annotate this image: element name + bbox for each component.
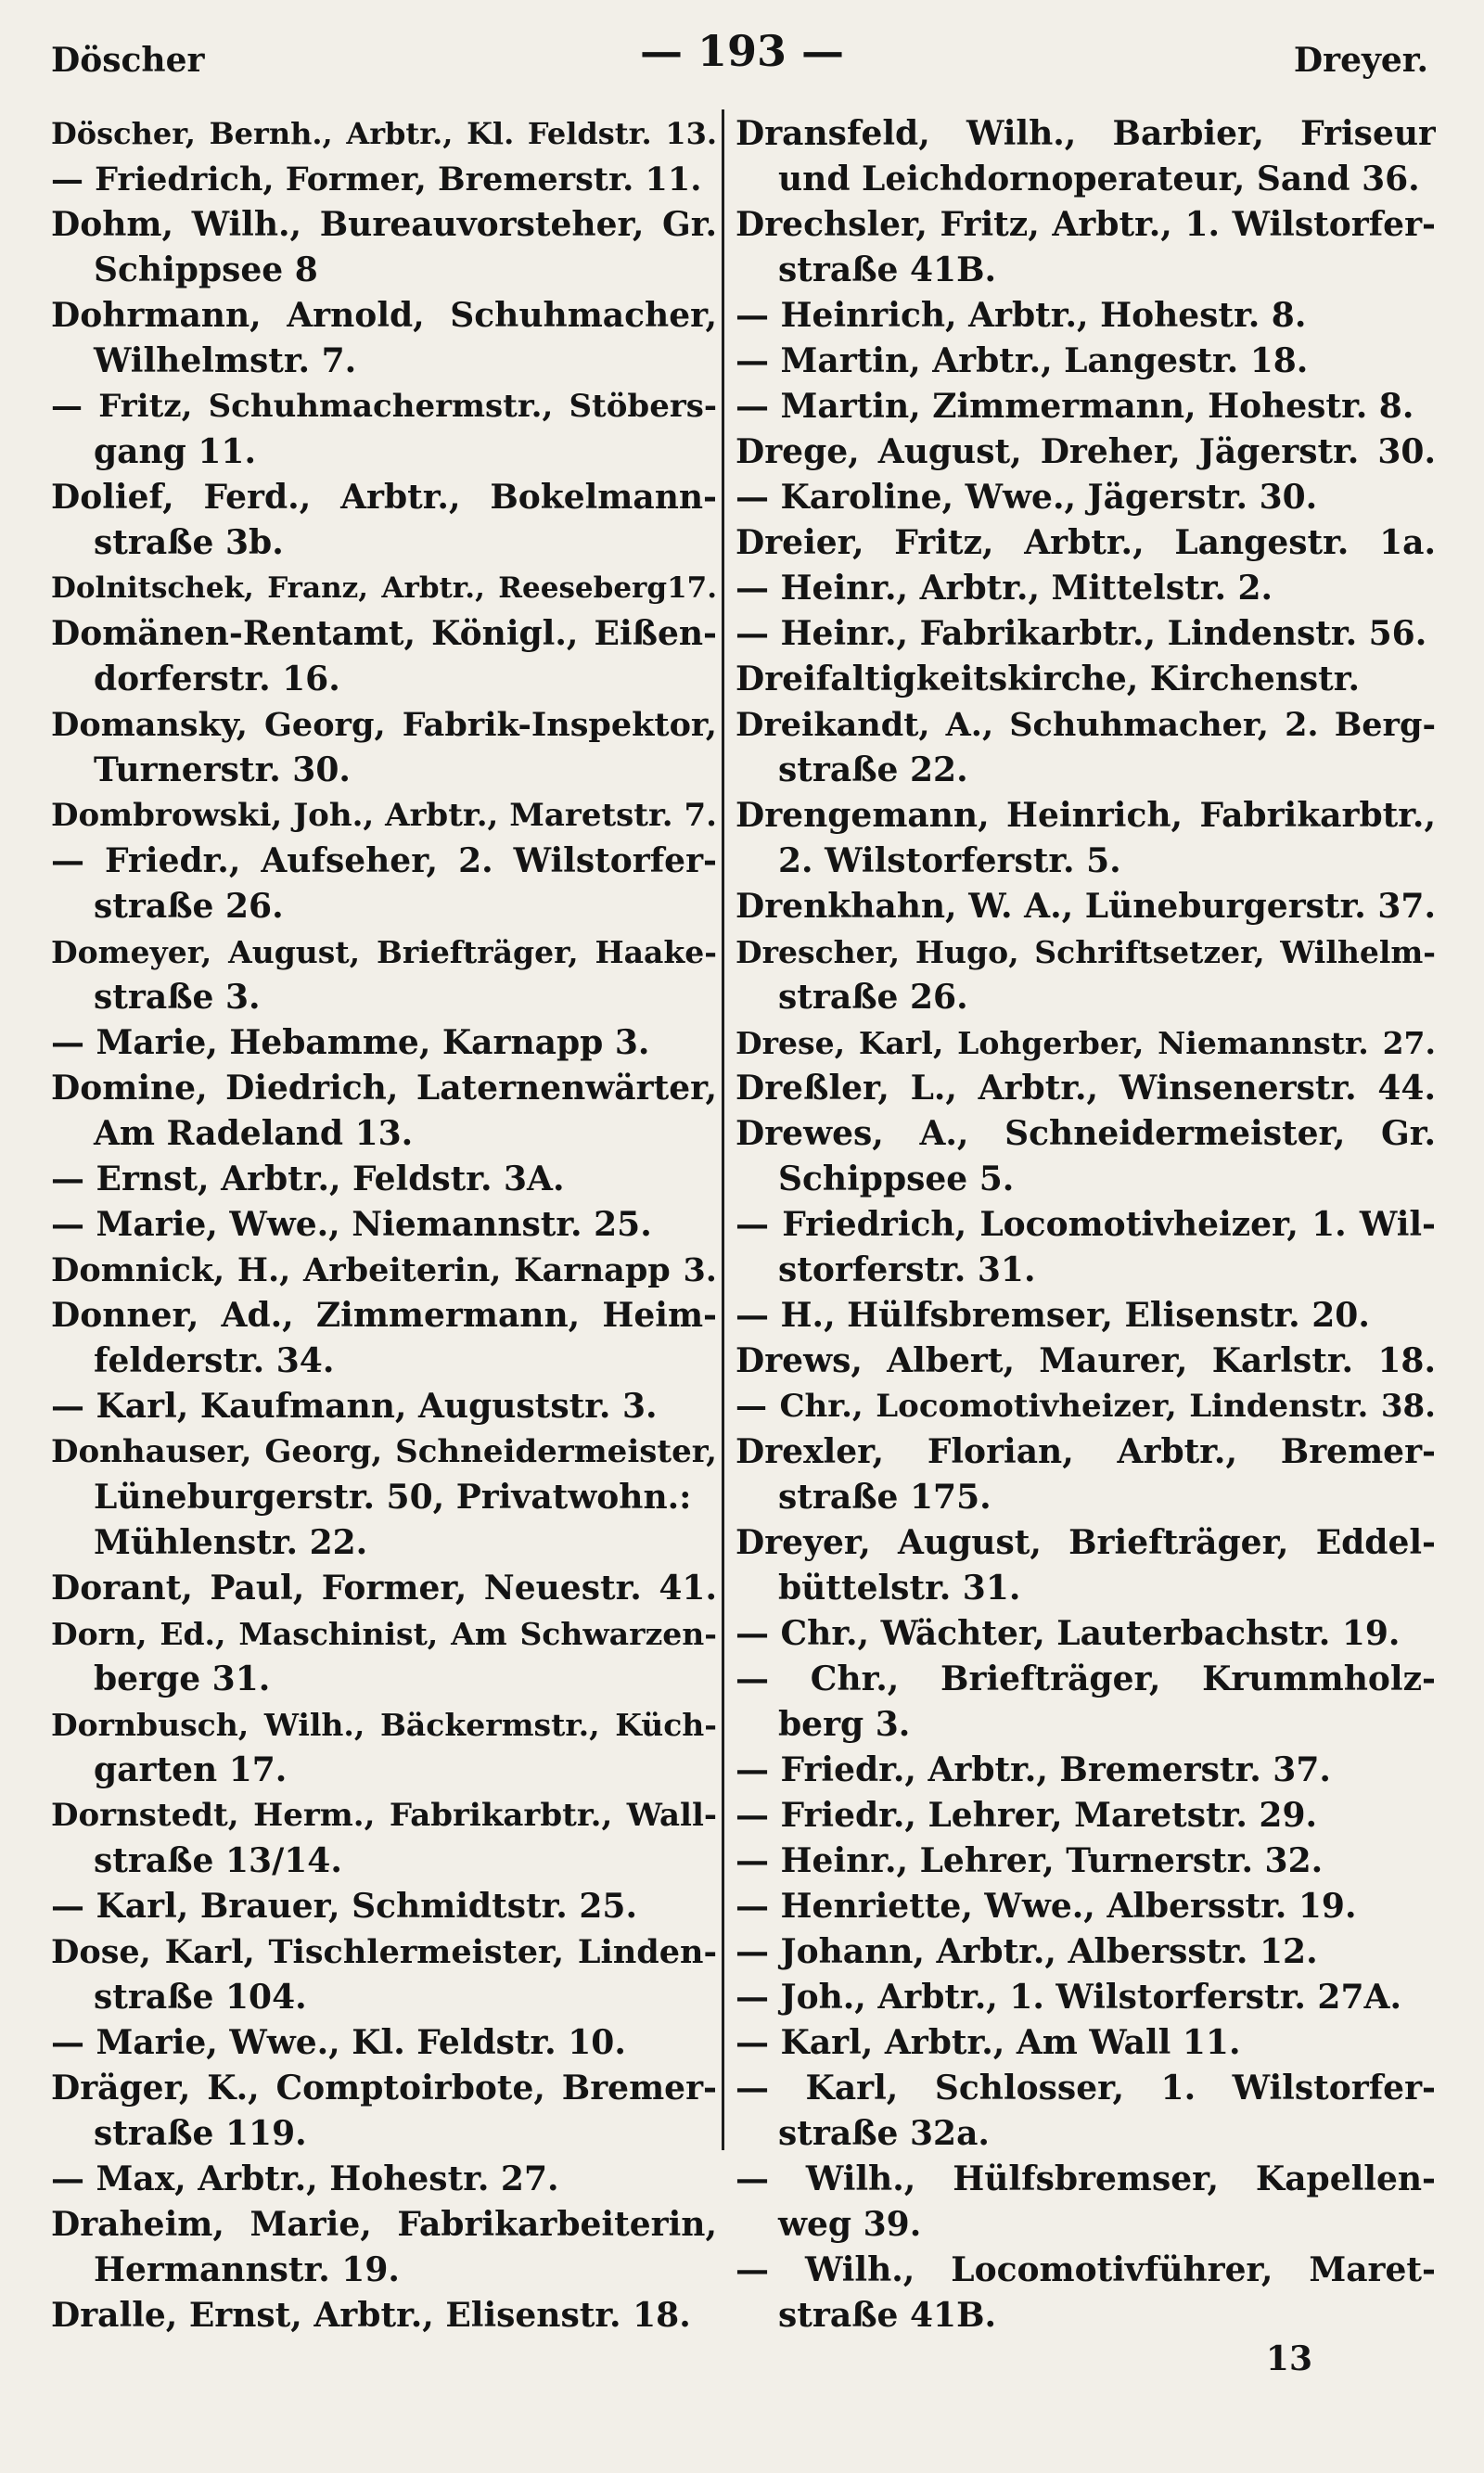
entry-line: Dorn, Ed., Maschinist, Am Schwarzen- — [51, 1616, 717, 1652]
entry-line: — Wilh., Locomotivführer, Maret- — [736, 2250, 1436, 2289]
entry-line: straße 3. — [94, 978, 261, 1017]
entry-line: Dräger, K., Comptoirbote, Bremer- — [51, 2069, 717, 2108]
header-first-entry: Döscher — [51, 41, 205, 80]
entry-line: Döscher, Bernh., Arbtr., Kl. Feldstr. 13. — [51, 116, 717, 151]
entry-line: garten 17. — [94, 1750, 288, 1789]
entry-line: Donner, Ad., Zimmermann, Heim- — [51, 1296, 717, 1335]
entry-line: — Friedr., Lehrer, Maretstr. 29. — [736, 1796, 1318, 1835]
entry-line: — Karoline, Wwe., Jägerstr. 30. — [736, 478, 1318, 517]
column-divider — [722, 109, 724, 2150]
header-last-entry: Dreyer. — [1293, 41, 1428, 80]
entry-line: Drege, August, Dreher, Jägerstr. 30. — [736, 432, 1436, 471]
entry-line: — Friedrich, Locomotivheizer, 1. Wil- — [736, 1205, 1436, 1244]
entry-line: — Marie, Wwe., Niemannstr. 25. — [51, 1205, 652, 1244]
entry-line: Dolnitschek, Franz, Arbtr., Reeseberg17. — [51, 571, 717, 605]
entry-line: 2. Wilstorferstr. 5. — [778, 841, 1121, 880]
entry-line: Wilhelmstr. 7. — [94, 341, 357, 380]
entry-line: straße 26. — [778, 978, 968, 1017]
entry-line: Dreßler, L., Arbtr., Winsenerstr. 44. — [736, 1069, 1436, 1108]
entry-line: — Marie, Hebamme, Karnapp 3. — [51, 1023, 650, 1062]
entry-line: und Leichdornoperateur, Sand 36. — [778, 160, 1420, 199]
entry-line: büttelstr. 31. — [778, 1569, 1021, 1608]
entry-line: Dohrmann, Arnold, Schuhmacher, — [51, 296, 717, 335]
entry-line: Drexler, Florian, Arbtr., Bremer- — [736, 1432, 1436, 1471]
entry-line: Schippsee 8 — [94, 250, 318, 289]
entry-line: Dose, Karl, Tischlermeister, Linden- — [51, 1933, 717, 1971]
entry-line: Dreyer, August, Briefträger, Eddel- — [736, 1523, 1436, 1562]
entry-line: — Friedr., Aufseher, 2. Wilstorfer- — [51, 841, 717, 880]
entry-line: straße 26. — [94, 887, 284, 926]
entry-line: Dransfeld, Wilh., Barbier, Friseur — [736, 114, 1436, 153]
entry-line: — Karl, Kaufmann, Auguststr. 3. — [51, 1387, 658, 1426]
entry-line: Drese, Karl, Lohgerber, Niemannstr. 27. — [736, 1025, 1436, 1061]
entry-line: Dreikandt, A., Schuhmacher, 2. Berg- — [736, 706, 1436, 744]
entry-line: straße 32a. — [778, 2114, 990, 2153]
entry-line: — Max, Arbtr., Hohestr. 27. — [51, 2159, 559, 2198]
entry-line: Drescher, Hugo, Schriftsetzer, Wilhelm- — [736, 934, 1436, 970]
entry-line: Draheim, Marie, Fabrikarbeiterin, — [51, 2205, 717, 2244]
entry-line: Mühlenstr. 22. — [94, 1523, 368, 1562]
entry-line: Drengemann, Heinrich, Fabrikarbtr., — [736, 796, 1436, 835]
entry-line: straße 41B. — [778, 2296, 997, 2335]
entry-line: Am Radeland 13. — [94, 1114, 414, 1153]
entry-line: — Martin, Arbtr., Langestr. 18. — [736, 341, 1309, 380]
entry-line: straße 41B. — [778, 250, 997, 289]
entry-line: dorferstr. 16. — [94, 660, 340, 698]
entry-line: — Chr., Briefträger, Krummholz- — [736, 1659, 1436, 1698]
entry-line: — Joh., Arbtr., 1. Wilstorferstr. 27A. — [736, 1978, 1401, 2017]
entry-line: — Ernst, Arbtr., Feldstr. 3A. — [51, 1160, 565, 1198]
entry-line: Dreier, Fritz, Arbtr., Langestr. 1a. — [736, 523, 1436, 562]
entry-line: felderstr. 34. — [94, 1341, 335, 1380]
entry-line: — Martin, Zimmermann, Hohestr. 8. — [736, 387, 1414, 426]
entry-line: Hermannstr. 19. — [94, 2250, 400, 2289]
entry-line: straße 13/14. — [94, 1841, 342, 1880]
entry-line: Drewes, A., Schneidermeister, Gr. — [736, 1114, 1436, 1153]
entry-line: — Wilh., Hülfsbremser, Kapellen- — [736, 2159, 1436, 2198]
entry-line: Drechsler, Fritz, Arbtr., 1. Wilstorfer- — [736, 205, 1436, 244]
entry-line: Drenkhahn, W. A., Lüneburgerstr. 37. — [736, 887, 1436, 926]
entry-line: Dornstedt, Herm., Fabrikarbtr., Wall- — [51, 1797, 717, 1834]
entry-line: gang 11. — [94, 432, 257, 471]
entry-line: Dombrowski, Joh., Arbtr., Maretstr. 7. — [51, 797, 717, 834]
entry-line: straße 22. — [778, 750, 968, 789]
entry-line: Domeyer, August, Briefträger, Haake- — [51, 934, 717, 970]
entry-line: weg 39. — [778, 2205, 922, 2244]
entry-line: Domänen-Rentamt, Königl., Eißen- — [51, 614, 717, 653]
entry-line: Dohm, Wilh., Bureauvorsteher, Gr. — [51, 205, 717, 244]
entry-line: — Fritz, Schuhmachermstr., Stöbers- — [51, 388, 717, 425]
entry-line: — Karl, Schlosser, 1. Wilstorfer- — [736, 2069, 1436, 2108]
entry-line: straße 3b. — [94, 523, 284, 562]
entry-line: Dornbusch, Wilh., Bäckermstr., Küch- — [51, 1707, 717, 1743]
entry-line: storferstr. 31. — [778, 1250, 1036, 1289]
entry-line: — Chr., Wächter, Lauterbachstr. 19. — [736, 1614, 1401, 1653]
entry-line: Lüneburgerstr. 50, Privatwohn.: — [94, 1478, 692, 1517]
entry-line: — Heinrich, Arbtr., Hohestr. 8. — [736, 296, 1307, 335]
entry-line: straße 119. — [94, 2114, 307, 2153]
sheet-signature: 13 — [1265, 2339, 1312, 2378]
entry-line: Dolief, Ferd., Arbtr., Bokelmann- — [51, 478, 717, 517]
right-column — [736, 111, 1436, 2338]
entry-line: — Heinr., Lehrer, Turnerstr. 32. — [736, 1841, 1324, 1880]
entry-line: Donhauser, Georg, Schneidermeister, — [51, 1433, 717, 1470]
entry-line: — Heinr., Fabrikarbtr., Lindenstr. 56. — [736, 614, 1427, 653]
entry-line: Drews, Albert, Maurer, Karlstr. 18. — [736, 1341, 1436, 1380]
entry-line: Domansky, Georg, Fabrik-Inspektor, — [51, 706, 717, 744]
entry-line: — Heinr., Arbtr., Mittelstr. 2. — [736, 569, 1273, 608]
entry-line: Schippsee 5. — [778, 1160, 1015, 1198]
entry-line: Domine, Diedrich, Laternenwärter, — [51, 1069, 717, 1108]
entry-line: straße 175. — [778, 1478, 991, 1517]
entry-line: — Karl, Arbtr., Am Wall 11. — [736, 2023, 1241, 2062]
left-column — [51, 111, 717, 2338]
entry-line: Dralle, Ernst, Arbtr., Elisenstr. 18. — [51, 2296, 691, 2335]
entry-line: — Johann, Arbtr., Albersstr. 12. — [736, 1932, 1318, 1971]
page-header — [0, 26, 1484, 82]
entry-line: Turnerstr. 30. — [94, 750, 351, 789]
entry-line: Dreifaltigkeitskirche, Kirchenstr. — [736, 660, 1360, 698]
page-number: — 193 — — [639, 26, 845, 76]
entry-line: — Marie, Wwe., Kl. Feldstr. 10. — [51, 2023, 626, 2062]
entry-line: — H., Hülfsbremser, Elisenstr. 20. — [736, 1296, 1370, 1335]
entry-line: — Friedrich, Former, Bremerstr. 11. — [51, 160, 702, 199]
entry-line: berg 3. — [778, 1705, 911, 1744]
entry-line: — Henriette, Wwe., Albersstr. 19. — [736, 1887, 1357, 1926]
entry-line: straße 104. — [94, 1978, 307, 2017]
entry-line: — Karl, Brauer, Schmidtstr. 25. — [51, 1887, 637, 1926]
entry-line: berge 31. — [94, 1659, 271, 1698]
entry-line: Dorant, Paul, Former, Neuestr. 41. — [51, 1569, 717, 1608]
entry-line: Domnick, H., Arbeiterin, Karnapp 3. — [51, 1251, 717, 1289]
entry-line: — Friedr., Arbtr., Bremerstr. 37. — [736, 1750, 1331, 1789]
entry-line: — Chr., Locomotivheizer, Lindenstr. 38. — [736, 1388, 1436, 1425]
